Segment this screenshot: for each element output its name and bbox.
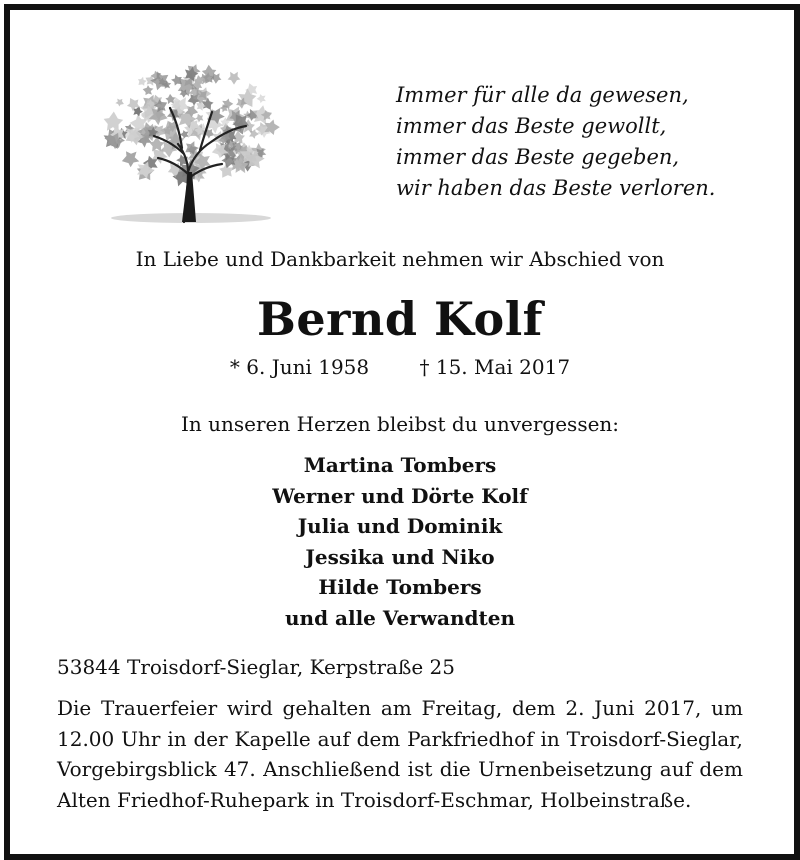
poem-line: Immer für alle da gewesen, <box>396 83 689 107</box>
notice-word: dem <box>356 726 401 751</box>
mourner: und alle Verwandten <box>284 605 516 630</box>
mourner: Werner und Dörte Kolf <box>272 483 528 508</box>
notice-word: Parkfriedhof <box>407 726 534 751</box>
notice-word: 2017, <box>644 696 702 720</box>
notice-word: dem <box>699 757 743 781</box>
notice-word: in <box>167 726 187 751</box>
notice-word: Anschließend <box>263 757 401 781</box>
notice-word: 2. <box>565 696 585 720</box>
notice-word: Die <box>57 696 92 720</box>
mourner: Hilde Tombers <box>318 575 482 599</box>
notice-word: am <box>380 696 412 720</box>
notice-line <box>57 754 743 785</box>
tree-with-leaves-icon <box>96 54 286 230</box>
notice-word: gehalten <box>282 696 372 720</box>
notice-word: Freitag, <box>421 696 503 720</box>
notice-line <box>57 724 743 755</box>
mourner: Jessika und Niko <box>305 544 495 569</box>
notice-word: Kapelle <box>234 726 311 751</box>
notice-word: ist <box>407 757 433 781</box>
notice-word: Vorgebirgsblick <box>57 757 217 781</box>
notice-word: Uhr <box>121 726 161 751</box>
poem <box>396 80 736 204</box>
funeral-notice <box>57 693 743 815</box>
poem-line: wir haben das Beste verloren. <box>396 176 716 200</box>
notice-line: Alten Friedhof-Ruhepark in Troisdorf-Eschmar, Holbeinstraße. <box>57 787 692 812</box>
birth-date: * 6. Juni 1958 <box>229 355 370 379</box>
deceased-name: Bernd Kolf <box>257 292 543 346</box>
notice-word: um <box>711 696 743 720</box>
notice-word: der <box>193 726 228 751</box>
remembrance-line: In unseren Herzen bleibst du unvergessen: <box>180 412 620 436</box>
mourners-list <box>0 450 800 633</box>
notice-word: Urnenbeisetzung <box>478 757 653 781</box>
poem-line: immer das Beste gegeben, <box>396 145 680 169</box>
notice-word: 12.00 <box>57 726 115 751</box>
notice-word: die <box>439 757 471 781</box>
family-address: 53844 Troisdorf-Sieglar, Kerpstraße 25 <box>57 655 455 679</box>
notice-word: in <box>540 726 560 751</box>
mourner: Julia und Dominik <box>297 514 503 538</box>
mourner: Martina Tombers <box>303 453 497 477</box>
notice-word: Juni <box>594 696 635 720</box>
notice-word: 47. <box>223 757 256 781</box>
intro-line: In Liebe und Dankbarkeit nehmen wir Abschied von <box>135 247 665 271</box>
life-dates <box>0 355 800 379</box>
death-date: † 15. Mai 2017 <box>419 355 571 379</box>
notice-line <box>57 693 743 724</box>
notice-word: Trauerfeier <box>101 696 218 720</box>
notice-word: wird <box>226 696 273 720</box>
notice-word: dem <box>512 696 556 720</box>
notice-word: Troisdorf-Sieglar, <box>566 726 743 751</box>
poem-line: immer das Beste gewollt, <box>396 114 667 138</box>
notice-word: auf <box>659 757 693 781</box>
notice-word: auf <box>317 726 350 751</box>
